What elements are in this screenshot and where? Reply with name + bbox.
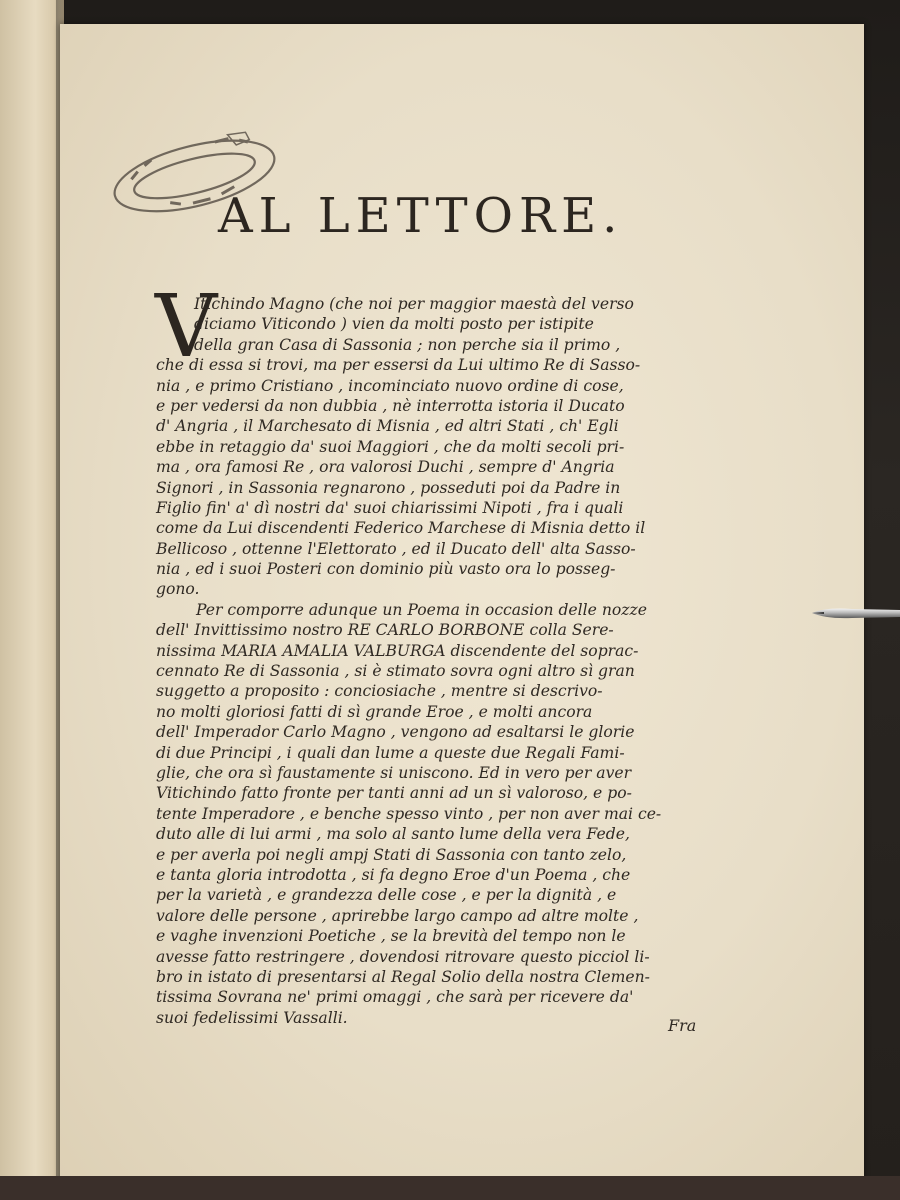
text-line: duto alle di lui armi , ma solo al santo lume della vera Fede,: [156, 825, 630, 844]
text-line: bro in istato di presentarsi al Regal Solio della nostra Clemen-: [156, 967, 650, 986]
text-line: avesse fatto restringere , dovendosi ritrovare questo picciol li-: [156, 947, 650, 966]
body-text: [142, 294, 802, 1028]
text-line: tente Imperadore , e benche spesso vinto , per non aver mai ce-: [156, 804, 662, 823]
text-line: per la varietà , e grandezza delle cose , e per la dignità , e: [156, 886, 617, 905]
text-line: Bellicoso , ottenne l'Elettorato , ed il Ducato dell' alta Sasso-: [156, 539, 636, 558]
text-line: come da Lui discendenti Federico Marchese di Misnia detto il: [156, 519, 646, 538]
text-line: d' Angria , il Marchesato di Misnia , ed altri Stati , ch' Egli: [156, 417, 619, 436]
text-line: valore delle persone , aprirebbe largo campo ad altre molte ,: [156, 906, 639, 925]
table-surface: [0, 1176, 900, 1200]
text-line: suggetto a proposito : conciosiache , mentre si descrivo-: [156, 682, 603, 701]
left-facing-page: [0, 0, 64, 1200]
text-line: della gran Casa di Sassonia ; non perche sia il primo ,: [194, 335, 621, 354]
text-line: glie, che ora sì faustamente si uniscono. Ed in vero per aver: [156, 763, 632, 782]
catchword: Fra: [668, 1016, 697, 1035]
text-line: ma , ora famosi Re , ora valorosi Duchi , sempre d' Angria: [156, 458, 615, 477]
text-line: nissima MARIA AMALIA VALBURGA discendente del soprac-: [156, 641, 639, 660]
text-line: e vaghe invenzioni Poetiche , se la brevità del tempo non le: [156, 927, 626, 946]
text-line: gono.: [156, 580, 200, 599]
text-line: Vitichindo fatto fronte per tanti anni ad un sì valoroso, e po-: [156, 784, 632, 803]
page-title: AL LETTORE.: [218, 188, 624, 244]
text-line: dell' Invittissimo nostro RE CARLO BORBONE colla Sere-: [156, 621, 614, 640]
drop-cap: V: [155, 277, 218, 377]
text-line: ebbe in retaggio da' suoi Maggiori , che da molti secoli pri-: [156, 437, 625, 456]
text-line: dell' Imperador Carlo Magno , vengono ad esaltarsi le glorie: [156, 723, 635, 742]
text-line: che di essa si trovi, ma per essersi da Lui ultimo Re di Sasso-: [156, 356, 641, 375]
text-line: tissima Sovrana ne' primi omaggi , che sarà per ricevere da': [156, 988, 634, 1007]
pen-bookmark-icon: [812, 604, 900, 622]
text-line: nia , e primo Cristiano , incominciato nuovo ordine di cose,: [156, 376, 624, 395]
text-line: Itichindo Magno (che noi per maggior maestà del verso: [194, 295, 634, 313]
text-line: di due Principi , i quali dan lume a queste due Regali Fami-: [156, 743, 625, 762]
text-line: cennato Re di Sassonia , si è stimato sovra ogni altro sì gran: [156, 662, 635, 681]
text-line: Signori , in Sassonia regnarono , posseduti poi da Padre in: [156, 478, 621, 497]
text-line: no molti gloriosi fatti di sì grande Eroe , e molti ancora: [156, 702, 593, 721]
text-line: e per averla poi negli ampj Stati di Sassonia con tanto zelo,: [156, 845, 627, 864]
text-line: Per comporre adunque un Poema in occasion delle nozze: [196, 600, 647, 619]
text-line: e tanta gloria introdotta , si fa degno Eroe d'un Poema , che: [156, 865, 631, 884]
text-line: e per vedersi da non dubbia , nè interrotta istoria il Ducato: [156, 396, 625, 415]
text-line: suoi fedelissimi Vassalli.: [156, 1008, 348, 1027]
text-line: Figlio fin' a' dì nostri da' suoi chiarissimi Nipoti , fra i quali: [156, 498, 624, 517]
text-line: nia , ed i suoi Posteri con dominio più vasto ora lo posseg-: [156, 560, 616, 579]
text-line: diciamo Viticondo ) vien da molti posto per istipite: [194, 315, 594, 334]
